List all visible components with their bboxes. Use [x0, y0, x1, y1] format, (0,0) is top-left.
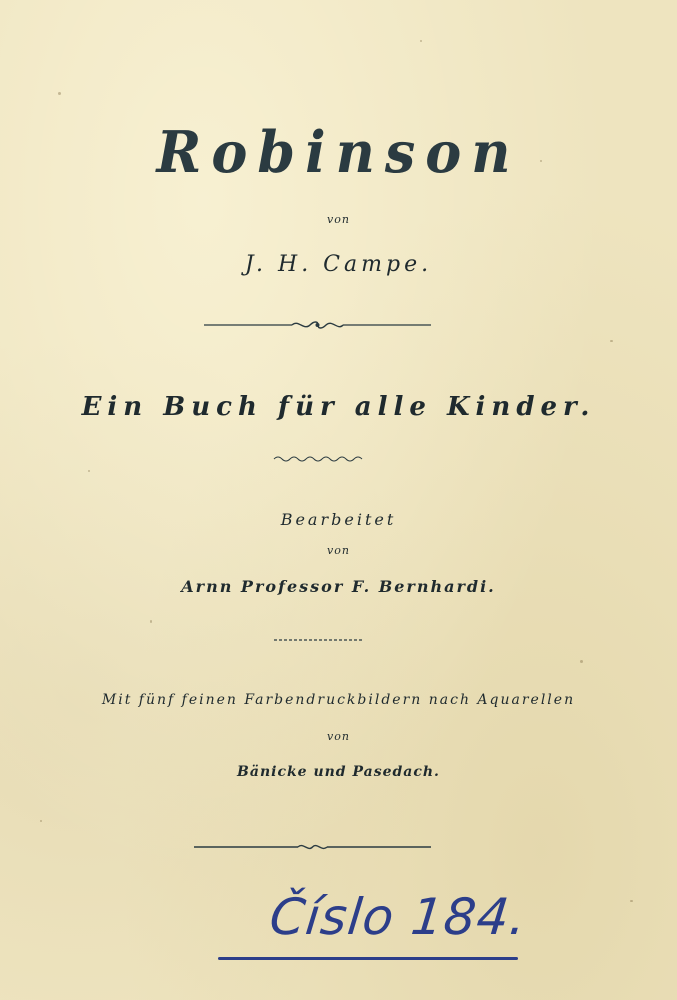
edited-label: Bearbeitet: [280, 510, 397, 529]
paper-speck: [420, 40, 422, 42]
book-title: Robinson: [156, 118, 521, 186]
paper-speck: [630, 900, 633, 902]
author-name: J. H. Campe.: [244, 252, 433, 277]
wavy-divider: [272, 454, 364, 464]
paper-speck: [610, 340, 613, 342]
editor-name: Arnn Professor F. Bernhardi.: [181, 577, 496, 596]
by-line: von: [327, 544, 350, 557]
ornamental-divider: [190, 840, 435, 854]
paper-speck: [58, 92, 61, 95]
paper-speck: [40, 820, 42, 822]
illustrations-note: Mit fünf feinen Farbendruckbildern nach Aquarellen: [101, 692, 576, 708]
paper-speck: [88, 470, 90, 472]
illustrators-names: Bänicke und Pasedach.: [237, 764, 440, 780]
ornamental-divider: [200, 316, 435, 332]
subtitle: Ein Buch für alle Kinder.: [81, 392, 596, 422]
by-line: von: [327, 213, 350, 226]
handwritten-underline: [218, 957, 518, 960]
paper-speck: [150, 620, 152, 623]
handwritten-catalog-number: Číslo 184.: [266, 888, 530, 946]
dotted-divider: [272, 636, 364, 644]
paper-speck: [580, 660, 583, 663]
by-line: von: [327, 730, 350, 743]
